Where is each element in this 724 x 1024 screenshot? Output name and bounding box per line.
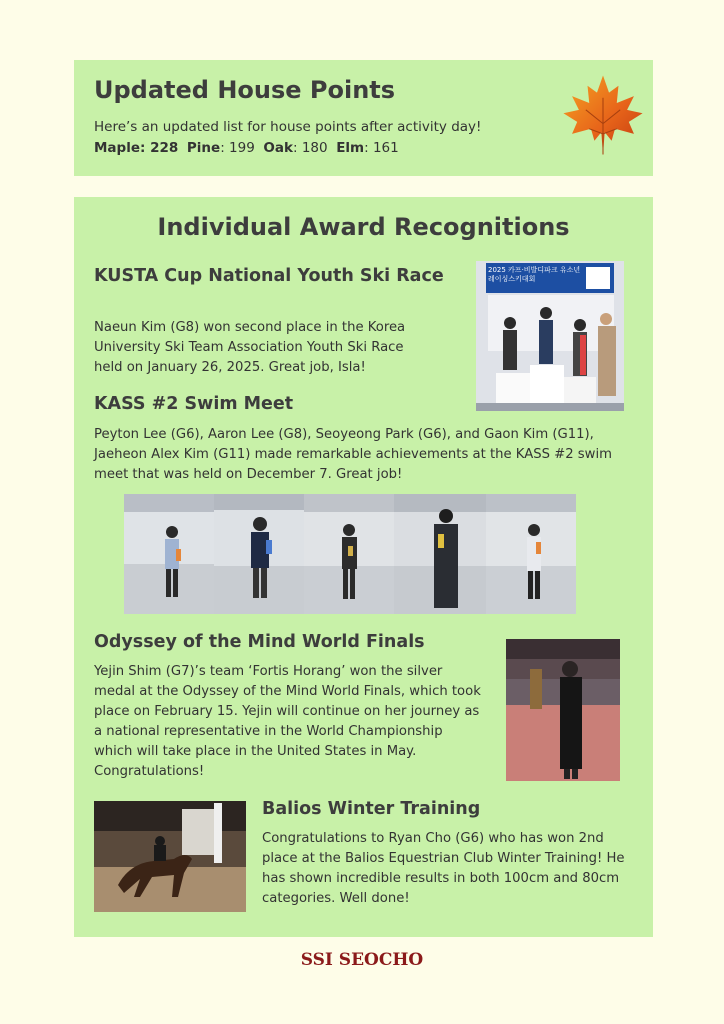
house-name-elm: Elm: [336, 140, 365, 156]
odyssey-photo: [506, 639, 620, 781]
house-points-intro: Here’s an updated list for house points after activity day!: [94, 119, 482, 135]
house-points-maple: 228: [150, 140, 179, 156]
kass-photo-strip: [124, 494, 576, 614]
kusta-banner-text: 2025 카프·비발디파크 유소년레이싱스키대회: [488, 266, 581, 283]
odyssey-title: Odyssey of the Mind World Finals: [94, 632, 425, 652]
house-name-pine: Pine: [186, 140, 221, 156]
kusta-podium-photo: [476, 261, 624, 411]
house-points-title: Updated House Points: [94, 76, 396, 104]
kass-body: Peyton Lee (G6), Aaron Lee (G8), Seoyeong Park (G6), and Gaon Kim (G11), Jaeheon Alex Kim (G11) made remarkable achievements at the KASS #2 swim meet that was held on December 7. Great job!: [94, 427, 612, 482]
maple-leaf-icon: [560, 72, 646, 158]
balios-horse-photo: [94, 801, 246, 912]
kass-swimmer-photo: [486, 494, 576, 614]
house-points-oak: 180: [301, 140, 328, 156]
house-name-maple: Maple: [94, 140, 140, 156]
balios-body: Congratulations to Ryan Cho (G6) who has won 2nd place at the Balios Equestrian Club Winter Training! He has shown incredible results in both 100cm and 80cm categories. Well done!: [262, 831, 625, 906]
house-name-oak: Oak: [263, 140, 293, 156]
kass-title: KASS #2 Swim Meet: [94, 394, 294, 414]
kass-swimmer-photo: [394, 494, 486, 614]
odyssey-body: Yejin Shim (G7)’s team ‘Fortis Horang’ won the silver medal at the Odyssey of the Mind World Finals, which took place on February 15. Yejin will continue on her journey as a national representative in the World Championship which will take place in the United States in May. Congratulations!: [94, 664, 481, 779]
kass-swimmer-photo: [304, 494, 394, 614]
kass-swimmer-photo: [124, 494, 214, 614]
house-points-pine: 199: [229, 140, 255, 156]
house-points-list: Maple: 228 Pine: 199 Oak: 180 Elm: 161: [94, 140, 399, 156]
kass-swimmer-photo: [214, 494, 304, 614]
house-points-elm: 161: [372, 140, 399, 156]
balios-title: Balios Winter Training: [262, 799, 481, 819]
footer-school-name: SSI SEOCHO: [300, 950, 424, 970]
kusta-title: KUSTA Cup National Youth Ski Race: [94, 266, 444, 286]
kusta-body: Naeun Kim (G8) won second place in the Korea University Ski Team Association Youth Ski Race held on January 26, 2025. Great job, Isla!: [94, 320, 406, 375]
awards-title: Individual Award Recognitions: [157, 213, 570, 241]
